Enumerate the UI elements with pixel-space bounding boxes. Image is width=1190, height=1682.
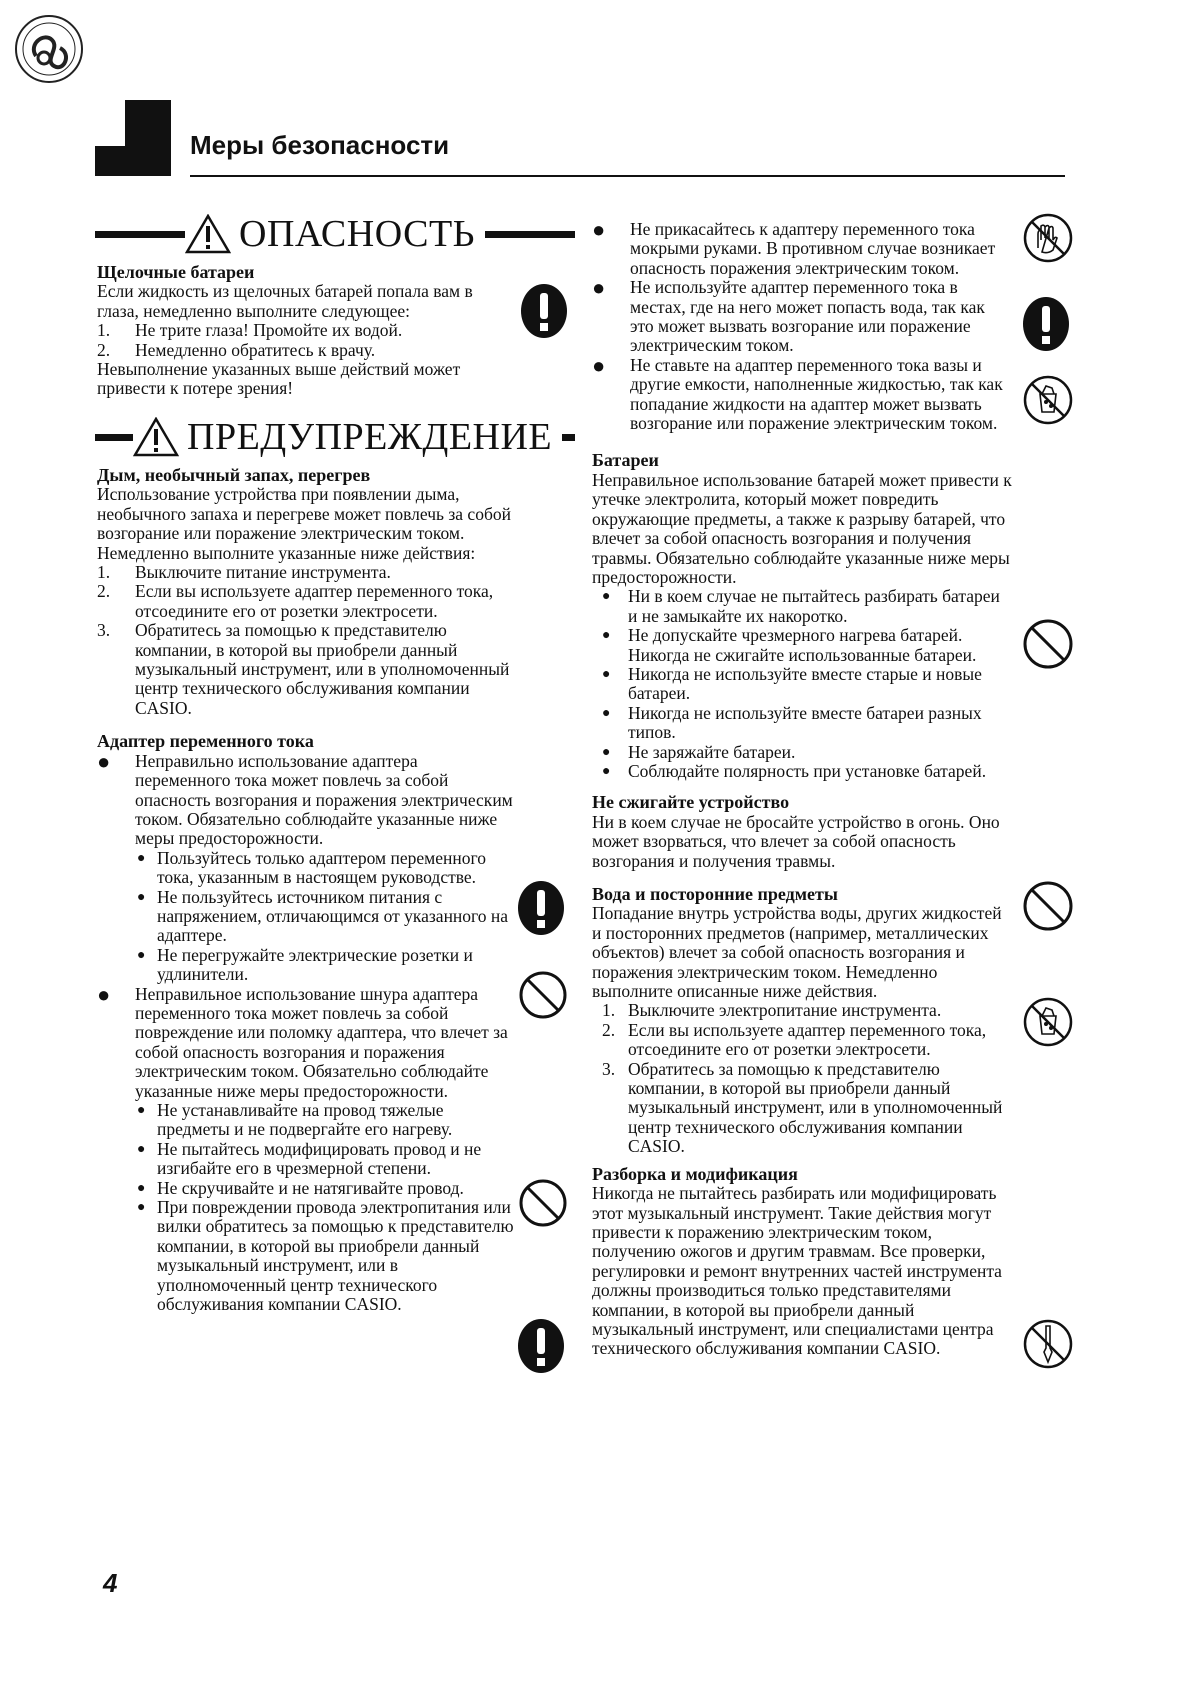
- batteries-heading: Батареи: [592, 450, 659, 471]
- list-item: ● Не скручивайте и не натягивайте провод.: [137, 1177, 464, 1198]
- list-item: 2. Если вы используете адаптер переменного тока, отсоедините его от розетки электросети.: [97, 581, 494, 621]
- disassembly-heading: Разборка и модификация: [592, 1163, 798, 1184]
- list-item: 1. Выключите питание инструмента.: [97, 562, 391, 583]
- batteries-intro: Неправильное использование батарей может привести к утечке электролита, который может повредить окружающие предметы, а также к разрыву батарей, что влечет за собой опасность возгорания и получения травмы. Обязательно соблюдайте указанные ниже меры предосторожности.: [592, 469, 1012, 587]
- prohibition-icon: [1022, 618, 1074, 670]
- mandatory-action-icon: [520, 283, 568, 339]
- alkaline-intro: Если жидкость из щелочных батарей попала вам в глаза, немедленно выполните следующее:: [97, 281, 473, 321]
- alkaline-outro: Невыполнение указанных выше действий может привести к потере зрения!: [97, 359, 461, 399]
- list-item: ● Не устанавливайте на провод тяжелые предметы и не подвергайте его нагреву.: [137, 1100, 453, 1140]
- right-column: [592, 217, 1012, 1359]
- list-item: ● Не пытайтесь модифицировать провод и не изгибайте его в чрезмерной степени.: [137, 1138, 482, 1179]
- list-item: 1. Не трите глаза! Промойте их водой.: [97, 320, 403, 341]
- list-item: ● Неправильное использование шнура адаптера переменного тока может повлечь за собой повреждение или поломку адаптера, что влечет за собой опасность возгорания и поражения электрическим током. Обязательно соблюдайте указанные ниже меры предосторожности.: [97, 981, 508, 1101]
- smoke-heading: Дым, необычный запах, перегрев: [97, 465, 371, 485]
- list-item: ● Не заряжайте батареи.: [602, 741, 796, 762]
- no-disassembly-icon: [1022, 1318, 1074, 1370]
- burn-text: Ни в коем случае не бросайте устройство в огонь. Оно может взорваться, что влечет за собой опасность возгорания и получения травмы.: [592, 811, 1000, 871]
- warning-banner: [95, 415, 575, 459]
- mandatory-action-icon: [517, 880, 565, 936]
- smoke-intro: Использование устройства при появлении дыма, необычного запаха и перегреве может повлечь за собой возгорание или поражение электрическим током. Немедленно выполните указанные ниже действия:: [97, 484, 511, 563]
- list-item: 2. Немедленно обратитесь к врачу.: [97, 339, 376, 360]
- list-item: ● Не используйте адаптер переменного тока в местах, где на него может попасть вода, так как это может вызвать возгорание или поражение электрическим током.: [592, 275, 985, 356]
- water-heading: Вода и посторонние предметы: [592, 884, 838, 904]
- warning-section: [97, 466, 517, 1314]
- list-item: ● Не перегружайте электрические розетки и удлинители.: [137, 944, 473, 985]
- list-item: ● Не прикасайтесь к адаптеру переменного тока мокрыми руками. В противном случае возникает опасность поражения электрическим током.: [592, 217, 996, 278]
- list-item: 2. Если вы используете адаптер переменного тока, отсоедините его от розетки электросети.: [602, 1019, 987, 1060]
- danger-section: [97, 263, 517, 399]
- list-item: 3. Обратитесь за помощью к представителю компании, в которой вы приобрели данный музыкальный инструмент, или в уполномоченный центр технического обслуживания компании CASIO.: [97, 620, 510, 718]
- no-liquid-containers-icon: [1022, 996, 1074, 1048]
- header-rule: [190, 175, 1065, 177]
- alkaline-heading: Щелочные батареи: [97, 262, 255, 282]
- warning-triangle-icon: [133, 417, 179, 457]
- list-item: ● При повреждении провода электропитания или вилки обратитесь за помощью к представителю компании, в которой вы приобрели данный музыкальный инструмент, или в уполномоченный центр технического обслуживания компании CASIO.: [137, 1197, 514, 1315]
- prohibition-icon: [518, 1178, 568, 1228]
- list-item: ● Пользуйтесь только адаптером переменного тока, указанным в настоящем руководстве.: [137, 847, 486, 888]
- burn-heading: Не сжигайте устройство: [592, 792, 790, 813]
- list-item: ● Не ставьте на адаптер переменного тока вазы и другие емкости, наполненные жидкостью, так как попадание жидкости на адаптер может вызвать возгорание или поражение электрическим током.: [592, 352, 1003, 434]
- list-item: ● Неправильно использование адаптера переменного тока может повлечь за собой опасность возгорания и поражения электрическим током. Обязательно соблюдайте указанные ниже меры предосторожности.: [97, 748, 513, 849]
- list-item: 3. Обратитесь за помощью к представителю компании, в которой вы приобрели данный музыкальный инструмент, или в уполномоченный центр технического обслуживания компании CASIO.: [602, 1058, 1003, 1157]
- list-item: ● Соблюдайте полярность при установке батарей.: [602, 760, 987, 781]
- warning-triangle-icon: [185, 214, 231, 254]
- water-intro: Попадание внутрь устройства воды, других жидкостей и посторонних предметов (например, металлических объектов) влечет за собой опасность возгорания и поражения электрическим током. Немедленно выполните описанные ниже действия.: [592, 903, 1002, 1002]
- list-item: 1. Выключите электропитание инструмента.: [602, 1000, 942, 1021]
- prohibition-icon: [1022, 880, 1074, 932]
- list-item: ● Не допускайте чрезмерного нагрева батарей. Никогда не сжигайте использованные батареи.: [602, 625, 977, 665]
- adapter-heading: Адаптер переменного тока: [97, 731, 314, 752]
- publisher-logo-icon: [14, 14, 84, 84]
- section-marker: [95, 100, 171, 176]
- page-title: Меры безопасности: [190, 130, 450, 160]
- prohibition-icon: [518, 970, 568, 1020]
- warning-word: ПРЕДУПРЕЖДЕНИЕ: [187, 416, 553, 458]
- page-number: 4: [103, 1568, 118, 1598]
- danger-banner: [95, 212, 575, 256]
- list-item: ● Ни в коем случае не пытайтесь разбирать батареи и не замыкайте их накоротко.: [602, 586, 1000, 626]
- no-wet-hands-icon: [1022, 212, 1074, 264]
- list-item: ● Никогда не используйте вместе батареи разных типов.: [602, 702, 982, 743]
- list-item: ● Никогда не используйте вместе старые и новые батареи.: [602, 663, 982, 704]
- disassembly-text: Никогда не пытайтесь разбирать или модифицировать этот музыкальный инструмент. Такие действия могут привести к поражению электрическим током, получению ожогов и другим травмам. Все проверки, регулировки и ремонт внутренних частей инструмента должны производиться только представителями компании, в которой вы приобрели данный музыкальный инструмент, или специалистами центра технического обслуживания компании CASIO.: [592, 1183, 1002, 1359]
- mandatory-action-icon: [517, 1318, 565, 1374]
- no-liquid-containers-icon: [1022, 374, 1074, 426]
- mandatory-action-icon: [1022, 296, 1070, 352]
- danger-word: ОПАСНОСТЬ: [239, 213, 476, 255]
- list-item: ● Не пользуйтесь источником питания с напряжением, отличающимся от указанного на адаптере.: [137, 886, 509, 946]
